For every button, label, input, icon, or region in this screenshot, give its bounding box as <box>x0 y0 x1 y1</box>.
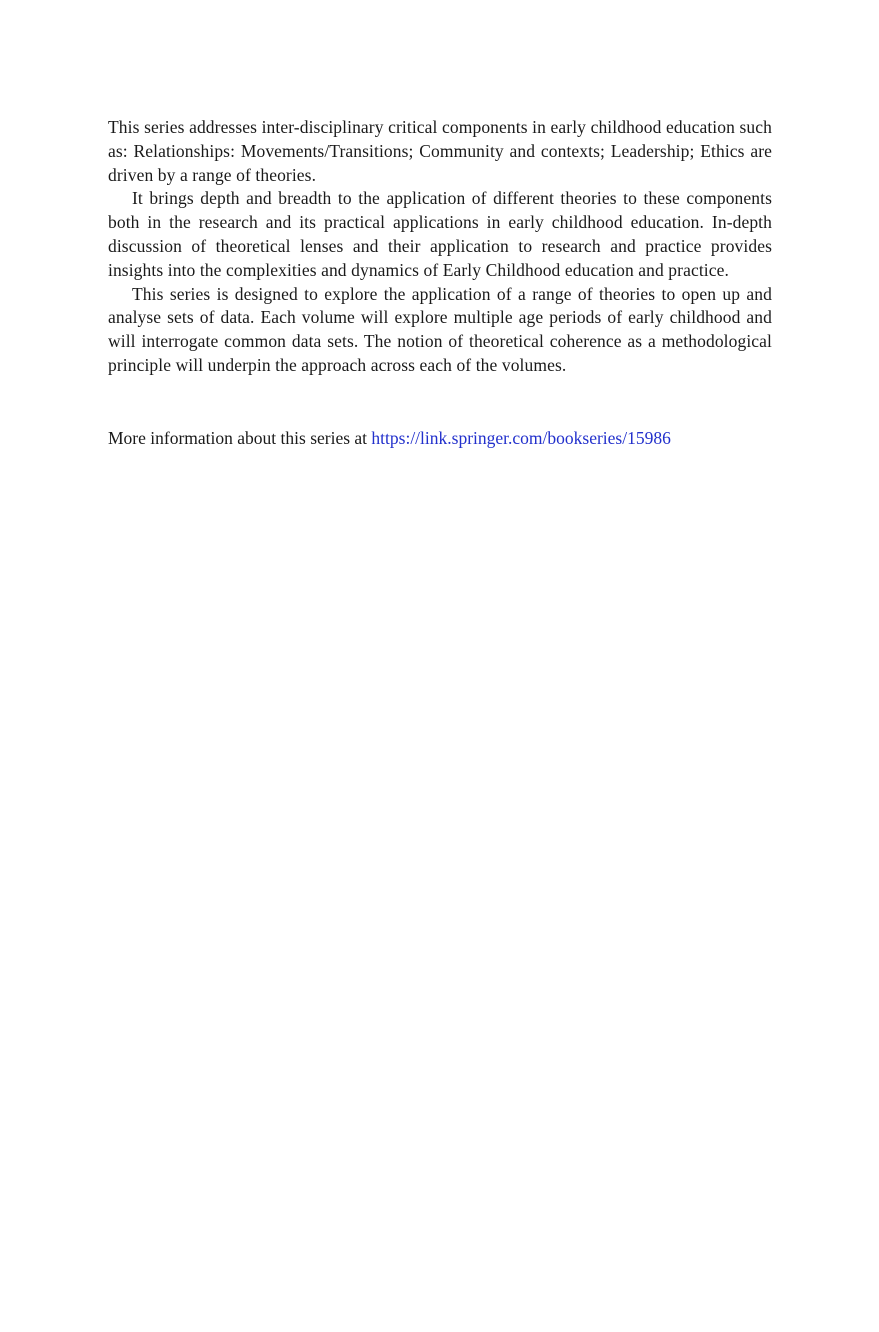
series-description-paragraph-3: This series is designed to explore the application of a range of theories to open up and analyse sets of data. Each volume will explore multiple age periods of early childhood and will interrogate common data sets. The notion of theoretical coherence as a methodological principle will underpin the approach across each of the volumes. <box>108 283 772 375</box>
more-info-prefix: More information about this series at <box>108 427 372 448</box>
series-link[interactable]: https://link.springer.com/bookseries/15986 <box>371 427 671 448</box>
series-description-paragraph-2: It brings depth and breadth to the application of different theories to these components both in the research and its practical applications in early childhood education. In-depth discussion of theoretical lenses and their application to research and practice provides insights into the complexities and dynamics of Early Childhood education and practice. <box>108 188 772 280</box>
more-info-line <box>108 427 772 451</box>
text-block <box>108 116 772 451</box>
series-description-paragraph-1: This series addresses inter-disciplinary critical components in early childhood education such as: Relationships: Movements/Transitions; Community and contexts; Leadership; Ethics are driven by a range of theories. <box>108 117 772 185</box>
